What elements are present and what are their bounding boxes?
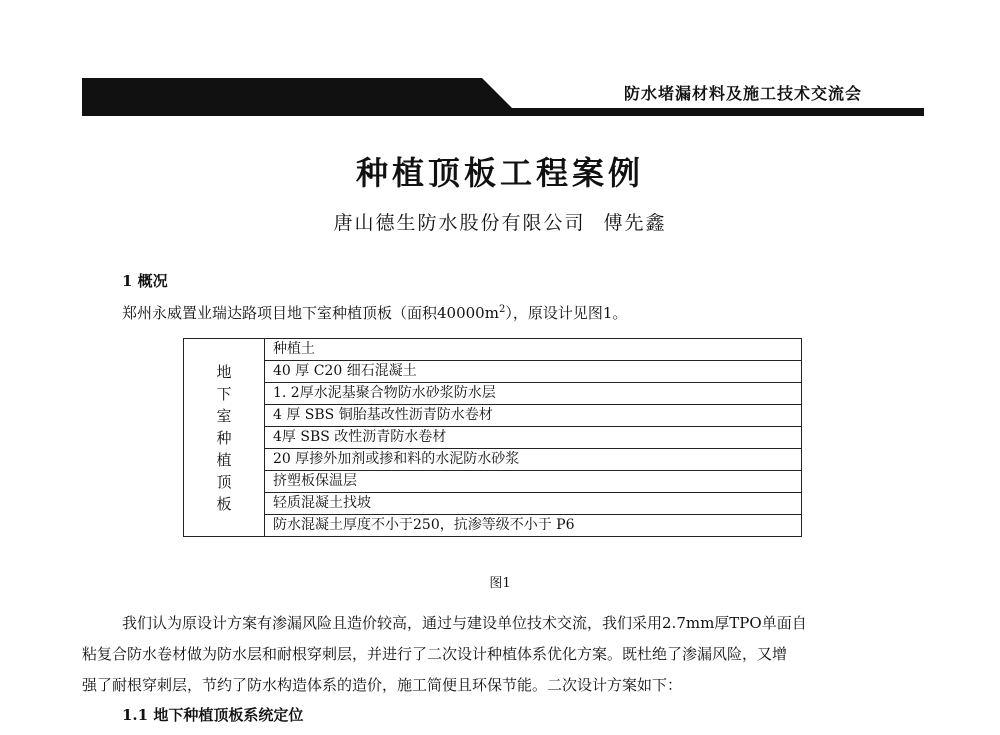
body-text-line: 粘复合防水卷材做为防水层和耐根穿刺层，并进行了二次设计种植体系优化方案。既杜绝了渗漏风险，又增 [82,645,788,663]
intro-text-after: ），原设计见图1。 [505,304,628,322]
side-label-char: 地 [216,362,232,381]
table-row [184,383,802,405]
intro-superscript: 2 [498,304,506,315]
figure1-layer-table [183,338,802,537]
company-name: 唐山德生防水股份有限公司 [333,212,586,234]
layer-cell: 4厚 SBS 改性沥青防水卷材 [265,427,802,449]
body-text-line: 强了耐根穿刺层，节约了防水构造体系的造价，施工简便且环保节能。二次设计方案如下： [82,676,683,694]
layer-cell: 1. 2厚水泥基聚合物防水砂浆防水层 [265,383,802,405]
side-label-char: 顶 [216,472,232,491]
side-label-char: 室 [216,406,232,425]
side-label-char: 种 [216,428,232,447]
table-row [184,427,802,449]
layer-cell: 4 厚 SBS 铜胎基改性沥青防水卷材 [265,405,802,427]
layer-cell: 防水混凝土厚度不小于250，抗渗等级不小于 P6 [265,515,802,537]
table-row [184,515,802,537]
table-row [184,493,802,515]
section-intro-paragraph [122,302,627,323]
body-text-line: 我们认为原设计方案有渗漏风险且造价较高，通过与建设单位技术交流，我们采用2.7mm厚TPO单面自 [122,614,807,632]
layer-cell: 40 厚 C20 细石混凝土 [265,361,802,383]
section-heading-1-1: 1.1 地下种植顶板系统定位 [122,706,304,724]
side-label-char: 板 [216,494,232,513]
table-row [184,405,802,427]
table-row [184,471,802,493]
author-line [0,208,1000,235]
article-title: 种植顶板工程案例 [355,154,644,192]
table-row [184,449,802,471]
layer-cell: 轻质混凝土找坡 [265,493,802,515]
side-label-char: 植 [216,450,232,469]
header-band [82,78,924,116]
table-row [184,361,802,383]
conference-title: 防水堵漏材料及施工技术交流会 [623,84,862,103]
side-label-cell [184,339,265,537]
layer-cell: 挤塑板保温层 [265,471,802,493]
intro-text-before: 郑州永威置业瑞达路项目地下室种植顶板（面积40000m [122,304,499,322]
section-heading-overview: 1 概况 [122,272,168,290]
layer-cell: 20 厚掺外加剂或掺和料的水泥防水砂浆 [265,449,802,471]
table-row [184,339,802,361]
side-label-char: 下 [216,384,232,403]
author-name: 傅先鑫 [603,212,667,234]
figure1-caption: 图1 [489,576,511,591]
layer-cell: 种植土 [265,339,802,361]
